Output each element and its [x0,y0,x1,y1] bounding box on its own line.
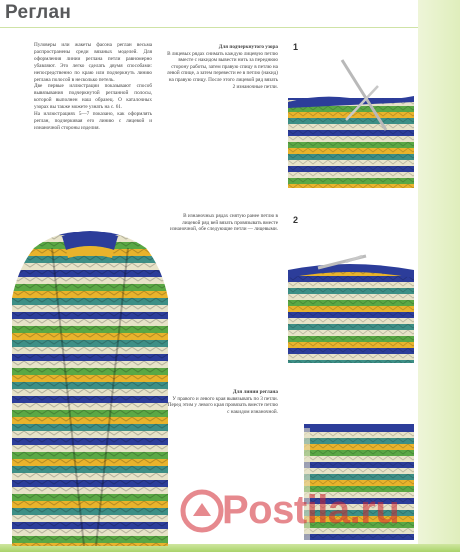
page-title: Реглан [5,2,72,23]
intro-paragraph: Пуловеры или жакеты фасона реглан весьма распространены среди вязаных моделей. Для оформления линии реглана петли равномерно убавляют. Это легко сделать двумя способами: непосредственно по краю или подчеркнуть линию реглана полосой в несколько петель. [34,42,152,83]
swatch-2-photo [288,228,414,363]
step-2-number: 2 [293,215,299,225]
title-divider [0,27,418,28]
step-2-text: В изнаночных рядах снятую ранее петлю в лицевой ряд вей вязать провязывать вместе изнаночной, обе следующие петли — лицевыми. [170,213,278,233]
step-1-heading: Для подчеркнутого узора [218,44,278,50]
swatch-1-photo [288,58,414,188]
step-2-caption [165,213,278,233]
step-1-number: 1 [293,42,299,52]
step-3-heading: Для линии реглана [232,389,278,395]
sweater-photo [12,228,168,546]
step-3-text: У правого и левого края вывязывать по 3 петли. Перед этим у левого края провязать вместе петлю с накидом изнаночной. [167,395,278,415]
intro-paragraph: На иллюстрациях 5—7 показано, как оформлять реглан, подчеркивая его линию с лицевой и изнаночной стороны изделия. [34,111,152,131]
postila-logo-icon [180,489,224,533]
intro-paragraph: Две первые иллюстрации показывают способ вывязывания подчеркнутой регланной полосы, которой выполнен наш образец. О каталочных узорах вы также можете узнать на с. 61. [34,83,152,111]
step-1-caption [165,44,278,90]
intro-text [34,42,152,132]
step-3-caption [165,389,278,415]
decorative-side-stripe [418,0,460,552]
watermark-text: Postila.ru [222,488,400,532]
step-1-text: В лицевых рядах снимать каждую лицевую петлю вместе с накидом вывести нить за переднюю сторону работы, затем правую спицу в петлю на левой спице, а затем перевести ее в петлю (накид) на правую спицу. После этого лицевой ряд вязать 2 изнаночные петли. [166,50,278,90]
